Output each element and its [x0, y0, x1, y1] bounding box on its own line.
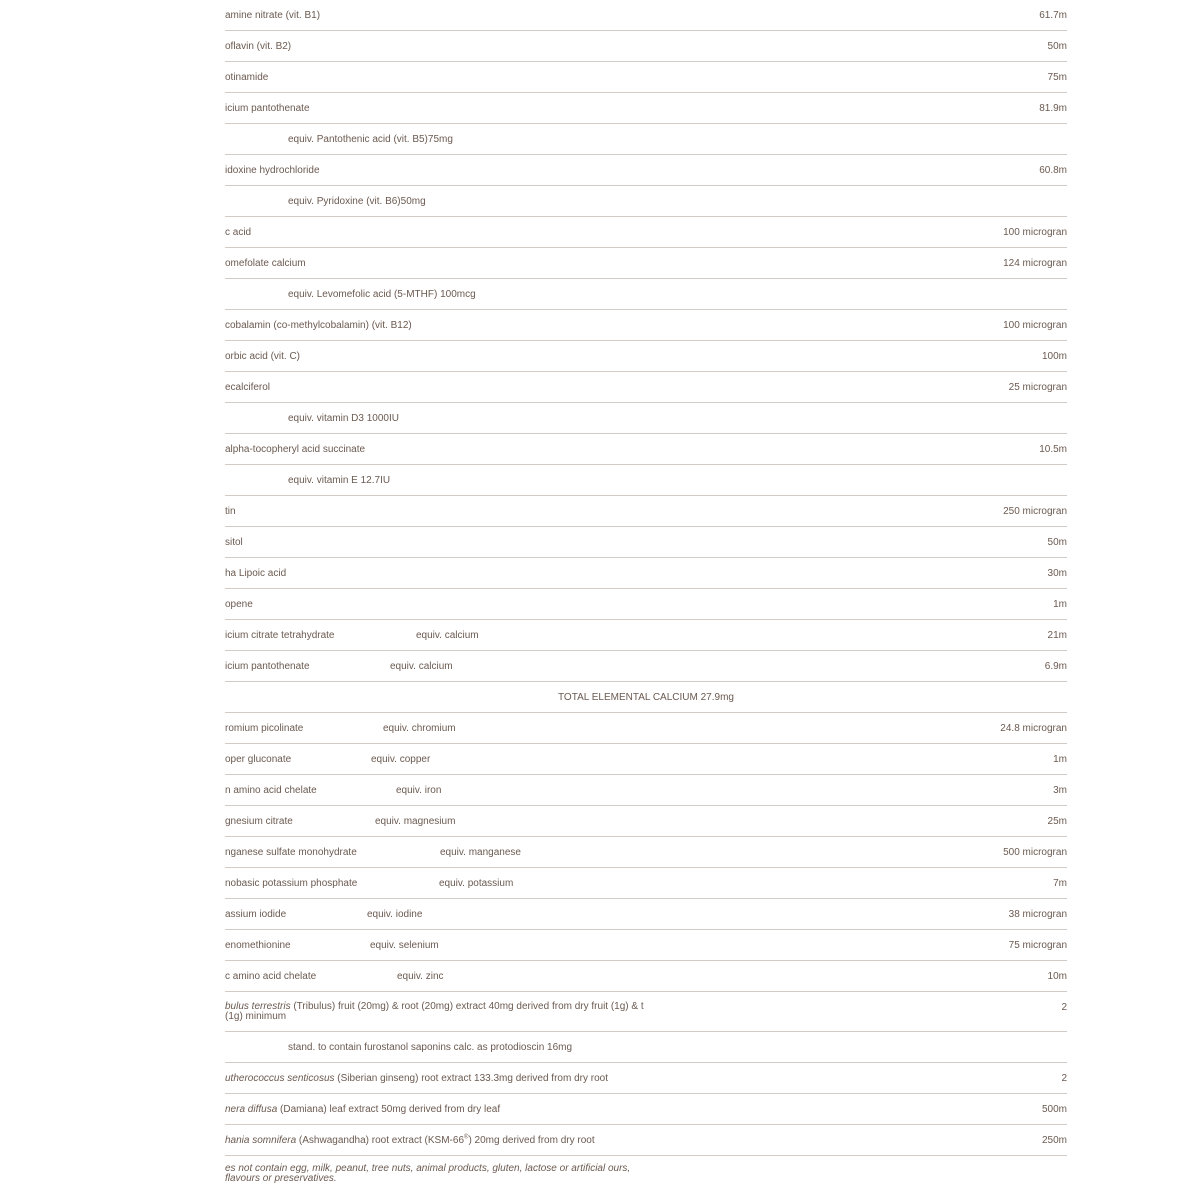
- equivalent-note: equiv. Pyridoxine (vit. B6)50mg: [288, 196, 426, 207]
- ingredient-name: ecalciferol: [225, 382, 271, 393]
- table-row: [225, 93, 1067, 124]
- table-row: [225, 651, 1067, 682]
- ingredient-amount: 1m: [1053, 599, 1067, 610]
- equivalent-element: equiv. manganese: [440, 847, 521, 858]
- equivalent-element: equiv. potassium: [439, 878, 514, 889]
- equivalent-element: equiv. magnesium: [375, 816, 456, 827]
- ingredient-name: idoxine hydrochloride: [225, 165, 320, 176]
- ingredient-name: gnesium citrate: [225, 816, 293, 827]
- table-row: [225, 713, 1067, 744]
- ingredient-name: omefolate calcium: [225, 258, 306, 269]
- ingredient-amount: 75 microgran: [1008, 940, 1067, 951]
- standardisation-note: stand. to contain furostanol saponins calc. as protodioscin 16mg: [288, 1042, 573, 1053]
- ingredient-name: amine nitrate (vit. B1): [225, 10, 321, 21]
- table-row: [225, 589, 1067, 620]
- table-row: [225, 434, 1067, 465]
- table-row: [225, 837, 1067, 868]
- table-row: [225, 1125, 1067, 1156]
- ingredient-amount: 250 microgran: [1003, 506, 1067, 517]
- ingredient-name: [225, 1104, 500, 1115]
- ingredient-amount: 500 microgran: [1003, 847, 1067, 858]
- table-row: [225, 899, 1067, 930]
- ingredient-name: n amino acid chelate: [225, 785, 317, 796]
- equivalent-note: equiv. vitamin D3 1000IU: [288, 413, 399, 424]
- ingredient-amount: 7m: [1053, 878, 1067, 889]
- ingredient-name: romium picolinate: [225, 723, 304, 734]
- ingredient-amount: 75m: [1047, 72, 1067, 83]
- ingredient-name: cobalamin (co-methylcobalamin) (vit. B12): [225, 320, 412, 331]
- table-row: [225, 279, 1067, 310]
- table-row: [225, 558, 1067, 589]
- ingredients-table: [225, 0, 1067, 1200]
- botanical-name: nera diffusa: [225, 1104, 278, 1115]
- ingredient-name: otinamide: [225, 72, 269, 83]
- table-row: [225, 775, 1067, 806]
- ingredient-description-end: ) 20mg derived from dry root: [468, 1135, 595, 1146]
- ingredient-name: nganese sulfate monohydrate: [225, 847, 357, 858]
- table-row: [225, 0, 1067, 31]
- ingredient-amount: 10.5m: [1039, 444, 1067, 455]
- ingredient-name: c amino acid chelate: [225, 971, 317, 982]
- table-row: [225, 868, 1067, 899]
- table-row: [225, 372, 1067, 403]
- ingredient-description: (Tribulus) fruit (20mg) & root (20mg) extract 40mg derived from dry fruit (1g) & t (1g) minimum: [225, 1001, 644, 1022]
- ingredient-name: oflavin (vit. B2): [225, 41, 292, 52]
- ingredient-amount: 124 microgran: [1003, 258, 1067, 269]
- table-row: [225, 310, 1067, 341]
- ingredient-amount: 21m: [1047, 630, 1067, 641]
- table-row: [225, 465, 1067, 496]
- table-row: [225, 961, 1067, 992]
- ingredient-amount: 61.7m: [1039, 10, 1067, 21]
- ingredient-name: enomethionine: [225, 940, 291, 951]
- ingredient-amount: 6.9m: [1044, 661, 1067, 672]
- table-row: [225, 992, 1067, 1032]
- table-row: [225, 744, 1067, 775]
- ingredient-name: icium citrate tetrahydrate: [225, 630, 335, 641]
- ingredient-amount: 24.8 microgran: [1000, 723, 1067, 734]
- ingredient-name: orbic acid (vit. C): [225, 351, 301, 362]
- equivalent-note: equiv. vitamin E 12.7IU: [288, 475, 391, 486]
- equivalent-element: equiv. calcium: [390, 661, 453, 672]
- table-row: [225, 930, 1067, 961]
- ingredient-name: [225, 1135, 595, 1146]
- ingredient-amount: 250m: [1041, 1135, 1067, 1146]
- ingredient-description: (Siberian ginseng) root extract 133.3mg derived from dry root: [334, 1073, 608, 1084]
- table-row: [225, 496, 1067, 527]
- ingredient-name: icium pantothenate: [225, 661, 310, 672]
- ingredient-amount: 1m: [1053, 754, 1067, 765]
- equivalent-element: equiv. iron: [396, 785, 442, 796]
- botanical-name: utherococcus senticosus: [225, 1073, 335, 1084]
- table-row: [225, 248, 1067, 279]
- ingredient-description: (Ashwagandha) root extract (KSM-66: [296, 1135, 465, 1146]
- ingredient-amount: 100 microgran: [1003, 227, 1067, 238]
- ingredient-description: (Damiana) leaf extract 50mg derived from dry leaf: [277, 1104, 501, 1115]
- equivalent-element: equiv. zinc: [397, 971, 444, 982]
- ingredient-name: oper gluconate: [225, 754, 292, 765]
- ingredient-amount: 2: [1061, 1073, 1067, 1084]
- table-row: [225, 124, 1067, 155]
- ingredient-name: [225, 1073, 608, 1084]
- ingredient-name: icium pantothenate: [225, 103, 310, 114]
- allergen-note: es not contain egg, milk, peanut, tree nuts, animal products, gluten, lactose or artificial ours, flavours or preservatives.: [225, 1163, 631, 1184]
- ingredient-amount: 25m: [1047, 816, 1067, 827]
- equivalent-note: equiv. Pantothenic acid (vit. B5)75mg: [288, 134, 453, 145]
- table-row: [225, 1032, 1067, 1063]
- registered-mark: ®: [464, 1134, 469, 1141]
- table-row: [225, 341, 1067, 372]
- equivalent-element: equiv. iodine: [367, 909, 423, 920]
- ingredient-name: [225, 1002, 655, 1022]
- botanical-name: bulus terrestris: [225, 1001, 291, 1012]
- equivalent-element: equiv. chromium: [383, 723, 456, 734]
- equivalent-element: equiv. calcium: [416, 630, 479, 641]
- ingredient-amount: 60.8m: [1039, 165, 1067, 176]
- ingredient-amount: 500m: [1041, 1104, 1067, 1115]
- ingredient-amount: 50m: [1047, 41, 1067, 52]
- equivalent-element: equiv. copper: [371, 754, 431, 765]
- ingredient-name: opene: [225, 599, 253, 610]
- table-row: [225, 527, 1067, 558]
- ingredient-name: sitol: [225, 537, 243, 548]
- ingredient-name: assium iodide: [225, 909, 287, 920]
- ingredient-amount: 100m: [1041, 351, 1067, 362]
- table-row: [225, 806, 1067, 837]
- ingredient-name: alpha-tocopheryl acid succinate: [225, 444, 366, 455]
- ingredient-amount: 3m: [1053, 785, 1067, 796]
- ingredient-name: c acid: [225, 227, 252, 238]
- table-row: [225, 1063, 1067, 1094]
- equivalent-note: equiv. Levomefolic acid (5-MTHF) 100mcg: [288, 289, 476, 300]
- ingredient-amount: 10m: [1047, 971, 1067, 982]
- ingredient-amount: 81.9m: [1039, 103, 1067, 114]
- table-row: [225, 31, 1067, 62]
- ingredient-amount: 38 microgran: [1008, 909, 1067, 920]
- ingredient-name: tin: [225, 506, 236, 517]
- table-row: [225, 403, 1067, 434]
- ingredient-name: nobasic potassium phosphate: [225, 878, 358, 889]
- table-row: [225, 155, 1067, 186]
- ingredient-amount: 100 microgran: [1003, 320, 1067, 331]
- botanical-name: hania somnifera: [225, 1135, 297, 1146]
- ingredient-amount: 30m: [1047, 568, 1067, 579]
- total-calcium: TOTAL ELEMENTAL CALCIUM 27.9mg: [558, 692, 734, 703]
- ingredient-amount: 25 microgran: [1008, 382, 1067, 393]
- ingredient-name: ha Lipoic acid: [225, 568, 287, 579]
- ingredient-amount: 2: [1061, 1002, 1067, 1013]
- table-row: [225, 62, 1067, 93]
- ingredient-amount: 50m: [1047, 537, 1067, 548]
- table-row: [225, 186, 1067, 217]
- table-row: [225, 1094, 1067, 1125]
- table-row: [225, 620, 1067, 651]
- table-row: [225, 682, 1067, 713]
- table-row: [225, 217, 1067, 248]
- equivalent-element: equiv. selenium: [370, 940, 439, 951]
